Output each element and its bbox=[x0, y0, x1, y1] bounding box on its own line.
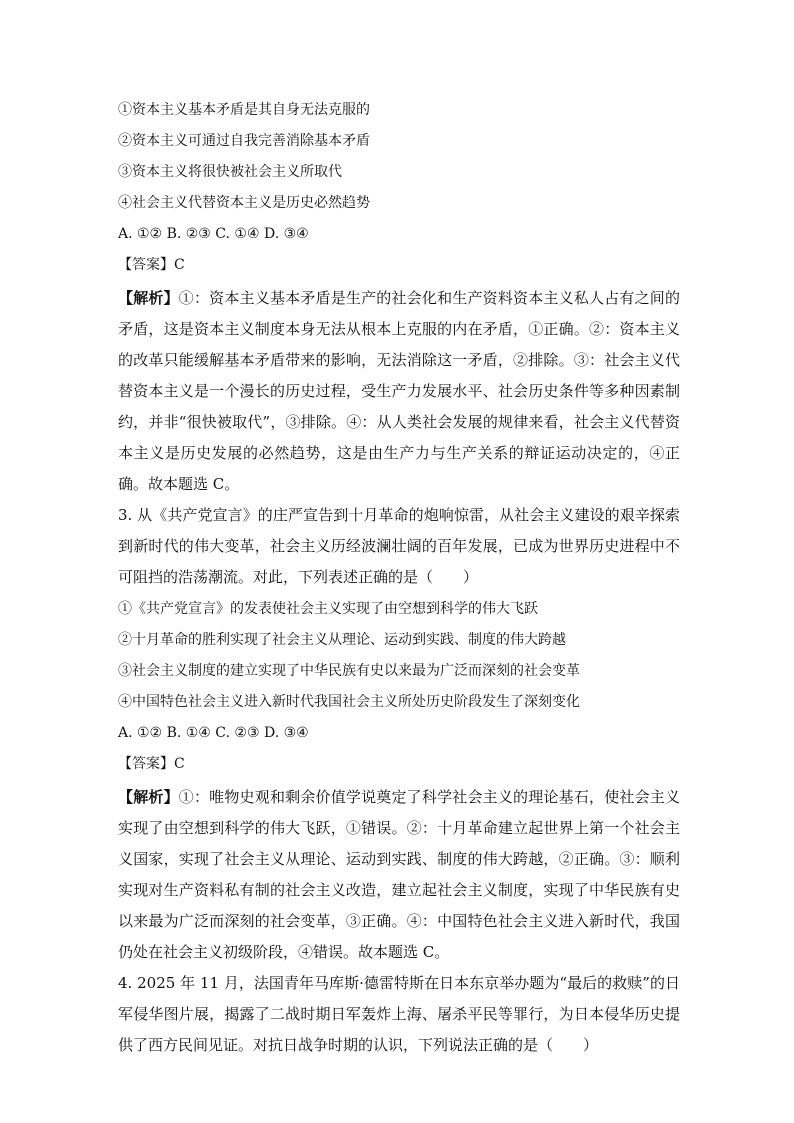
q3-option-4: ④中国特色社会主义进入新时代我国社会主义所处历史阶段发生了深刻变化 bbox=[118, 694, 580, 710]
q2-analysis-label: 【解析】 bbox=[118, 289, 179, 307]
q3-option-1: ①《共产党宣言》的发表使社会主义实现了由空想到科学的伟大飞跃 bbox=[118, 601, 538, 617]
q3-answer-label: 【答案】 bbox=[118, 756, 174, 772]
q3-option-2: ②十月革命的胜利实现了社会主义从理论、运动到实践、制度的伟大跨越 bbox=[118, 632, 566, 648]
q2-answer-label: 【答案】 bbox=[118, 257, 174, 273]
q2-answer bbox=[118, 255, 680, 275]
q2-analysis-text: ①：资本主义基本矛盾是生产的社会化和生产资料资本主义私人占有之间的矛盾，这是资本主义制度本身无法从根本上克服的内在矛盾，①正确。②：资本主义的改革只能缓解基本矛盾带来的影响，无法消除这一矛盾，②排除。③：社会主义代替资本主义是一个漫长的历史过程，受生产力发展水平、社会历史条件等多种因素制约，并非“很快被取代”，③排除。④：从人类社会发展的规律来看，社会主义代替资本主义是历史发展的必然趋势，这是由生产力与生产关系的辩证运动决定的，④正确。故本题选 C。 bbox=[118, 289, 680, 493]
q2-analysis bbox=[118, 283, 680, 500]
q2-option-3: ③资本主义将很快被社会主义所取代 bbox=[118, 164, 342, 180]
q4-stem: 4. 2025 年 11 月，法国青年马库斯·德雷特斯在日本东京举办题为“最后的救赎”的日军侵华图片展，揭露了二战时期日军轰炸上海、屠杀平民等罪行，为日本侵华历史提供了西方民间见证。对抗日战争时期的认识，下列说法正确的是（ ） bbox=[118, 974, 680, 1054]
q3-answer bbox=[118, 754, 680, 774]
q3-analysis bbox=[118, 782, 680, 968]
q3-option-3: ③社会主义制度的建立实现了中华民族有史以来最为广泛而深刻的社会变革 bbox=[118, 663, 580, 679]
q2-option-2: ②资本主义可通过自我完善消除基本矛盾 bbox=[118, 133, 370, 149]
q3-options bbox=[118, 599, 680, 712]
q2-option-4: ④社会主义代替资本主义是历史必然趋势 bbox=[118, 195, 370, 211]
document-page bbox=[118, 100, 680, 1061]
q2-answer-value: C bbox=[174, 257, 185, 273]
q2-options bbox=[118, 100, 680, 213]
q3-analysis-text: ①：唯物史观和剩余价值学说奠定了科学社会主义的理论基石，使社会主义实现了由空想到科学的伟大飞跃，①错误。②：十月革命建立起世界上第一个社会主义国家，实现了社会主义从理论、运动到实践、制度的伟大跨越，②正确。③：顺利实现对生产资料私有制的社会主义改造，建立起社会主义制度，实现了中华民族有史以来最为广泛而深刻的社会变革，③正确。④：中国特色社会主义进入新时代，我国仍处在社会主义初级阶段，④错误。故本题选 C。 bbox=[118, 788, 680, 961]
q3-analysis-label: 【解析】 bbox=[118, 788, 179, 806]
q3-stem: 3. 从《共产党宣言》的庄严宣告到十月革命的炮响惊雷，从社会主义建设的艰辛探索到新时代的伟大变革，社会主义历经波澜壮阔的百年发展，已成为世界历史进程中不可阻挡的浩荡潮流。对此，下列表述正确的是（ ） bbox=[118, 506, 680, 586]
q2-option-1: ①资本主义基本矛盾是其自身无法克服的 bbox=[118, 102, 370, 118]
q3-choices: A. ①② B. ①④ C. ②③ D. ③④ bbox=[118, 725, 309, 741]
q3-answer-value: C bbox=[174, 756, 185, 772]
q2-choices: A. ①② B. ②③ C. ①④ D. ③④ bbox=[118, 226, 309, 242]
